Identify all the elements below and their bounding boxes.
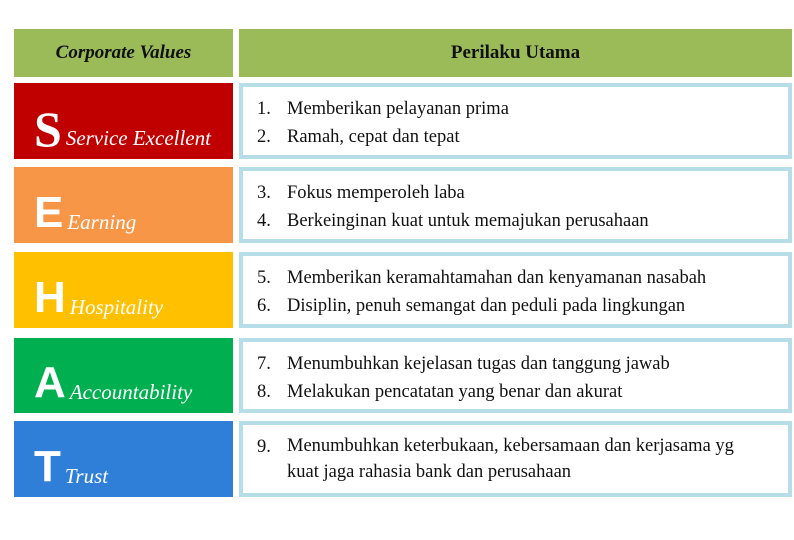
item-number: 5.	[257, 268, 271, 288]
value-word: Trust	[64, 464, 109, 488]
behavior-box-accountability	[239, 338, 792, 413]
header-label: Corporate Values	[55, 42, 192, 63]
behavior-item	[257, 95, 788, 123]
behavior-box-trust	[239, 421, 792, 497]
behavior-item	[257, 433, 768, 485]
value-word: Service Excellent	[65, 126, 211, 150]
item-text: Memberikan keramahtamahan dan kenyamanan nasabah	[287, 268, 707, 288]
item-number: 6.	[257, 296, 271, 316]
behavior-item	[257, 292, 788, 320]
behavior-box-service-excellent	[239, 83, 792, 159]
behavior-box-earning	[239, 167, 792, 243]
value-word: Earning	[67, 210, 137, 234]
value-letter: S	[34, 101, 62, 157]
item-text: Disiplin, penuh semangat dan peduli pada lingkungan	[287, 296, 686, 316]
header-corporate-values	[14, 29, 233, 77]
item-number: 2.	[257, 127, 271, 147]
item-text: Melakukan pencatatan yang benar dan akurat	[287, 382, 623, 402]
item-text: Memberikan pelayanan prima	[287, 99, 509, 119]
item-text: Berkeinginan kuat untuk memajukan perusahaan	[287, 211, 649, 231]
item-text: Menumbuhkan kejelasan tugas dan tanggung jawab	[287, 354, 670, 374]
item-text: Menumbuhkan keterbukaan, kebersamaan dan kerjasama yg kuat jaga rahasia bank dan perusahaan	[287, 436, 734, 482]
behavior-box-hospitality	[239, 252, 792, 328]
item-number: 7.	[257, 354, 271, 374]
item-number: 4.	[257, 211, 271, 231]
value-word: Hospitality	[69, 295, 164, 319]
value-letter: T	[34, 442, 61, 491]
value-letter: E	[34, 188, 64, 237]
value-earning	[14, 167, 233, 243]
item-number: 8.	[257, 382, 271, 402]
value-letter: A	[34, 358, 66, 407]
value-service-excellent	[14, 83, 233, 159]
value-accountability	[14, 338, 233, 413]
value-word: Accountability	[69, 380, 193, 404]
value-trust	[14, 421, 233, 497]
behavior-item	[257, 264, 788, 292]
header-label: Perilaku Utama	[450, 42, 581, 63]
behavior-item	[257, 179, 788, 207]
value-letter: H	[34, 273, 66, 322]
item-number: 1.	[257, 99, 271, 119]
behavior-item	[257, 207, 788, 235]
item-number: 9.	[257, 437, 271, 457]
header-perilaku-utama	[239, 29, 792, 77]
behavior-item	[257, 350, 788, 378]
item-text: Fokus memperoleh laba	[287, 183, 465, 203]
item-number: 3.	[257, 183, 271, 203]
value-hospitality	[14, 252, 233, 328]
item-text: Ramah, cepat dan tepat	[287, 127, 460, 147]
behavior-item	[257, 378, 788, 406]
behavior-item	[257, 123, 788, 151]
